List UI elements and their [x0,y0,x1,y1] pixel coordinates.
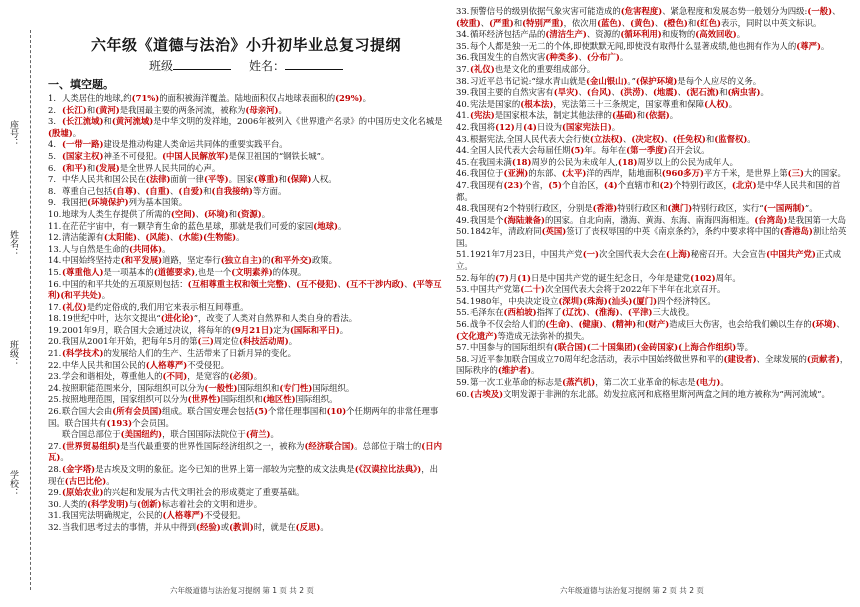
question-text: 1921年7月23日，中国共产党(一)次全国代表大会在(上海)秘密召开。大会宣告(中国共产党)正式成立。 [456,249,841,272]
question-item [456,354,852,377]
question-text: 毛泽东在(西柏坡)指挥了(辽沈)、(淮海)、(平津)三大战役。 [470,307,695,318]
question-item [48,394,444,406]
question-text: 战争不仅会给人们的(生命)、(健康)、(精神)和(财产)造成巨大伤害，也会给我们赖以生存的(环境)、(文化遗产)等造成无法弥补的损失。 [456,319,845,341]
question-text: 联合国总部位于(美国纽约)，联合国国际法院位于(荷兰)。 [62,429,279,440]
question-item [48,105,444,117]
question-item [48,383,444,395]
question-text: 人与自然是生命的(共同体)。 [62,243,171,254]
question-text: 我国位于(亚洲)的东部、(太平)洋的西岸，陆地面积(960多万)平方千米，是世界上第(三)大的国家。 [470,168,846,179]
question-text: 在茫茫宇宙中，有一颗孕育生命的蓝色星球，那就是我们可爱的家园(地球)。 [62,220,347,231]
question-text: 人类居住的地球,约(71%)的面积被海洋覆盖。陆地面积仅占地球表面积的(29%)。 [62,93,372,103]
question-number: 59. [456,377,470,387]
question-number: 29. [48,487,62,498]
question-number: 38. [456,75,470,86]
question-number: 51. [456,249,470,260]
question-text: (长江流域)和(黄河流域)是中华文明的发祥地，2006年被列入《世界遗产名录》的中国历史文化名城是(殷墟)。 [48,116,443,138]
class-label: 班级： [8,340,18,367]
question-text: 尊重自己包括(自尊)、(自重)、(自爱)和(自我接纳)等方面。 [62,185,287,196]
question-item [48,464,444,487]
question-number: 7. [48,174,56,185]
question-number: 47. [456,179,470,190]
question-text: 我国是个(海陆兼备)的国家。自北向南，渤海、黄海、东海、南海四海相连。(台湾岛)是我国第一大岛 [470,214,846,225]
question-text: (长江)和(黄河)是我国最主要的两条河流，被称为(母亲河)。 [62,104,287,115]
question-item [48,221,444,233]
question-text: 习近平参加联合国成立70周年纪念活动，表示中国始终做世界和平的(建设者)、全球发展的(贡献者)，国际秩序的(维护者)。 [456,353,849,376]
question-text: 中国共产党第(二十)次全国代表大会将于2022年下半年在北京召开。 [470,284,726,295]
question-item [456,134,852,146]
question-text: 中国始终坚持走(和平发展)道路，坚定奉行(独立自主)的(和平外交)政策。 [62,255,338,266]
question-item [456,296,852,308]
question-item [456,389,852,401]
question-item [48,186,444,198]
question-number: 21. [48,348,62,359]
class-blank[interactable] [173,59,231,70]
question-item [456,273,852,285]
question-text: 我国主要的自然灾害有(旱灾)、(台风)、(洪涝)、(地震)、(泥石流)和(病虫害)。 [470,87,769,98]
question-number: 9. [48,197,56,208]
question-item [456,249,852,272]
question-item [456,319,852,342]
question-item [48,232,444,244]
question-number: 27. [48,440,62,451]
question-item [456,168,852,180]
question-item [48,487,444,499]
question-number: 54. [456,295,470,306]
question-text: (礼仪)也是文化的重要组成部分。 [470,63,596,74]
right-column [456,6,852,400]
question-item [48,302,444,314]
class-field-label: 班级 [148,59,173,73]
question-number: 43. [456,133,470,144]
school-label: 学校： [8,470,18,497]
question-text: 我国把(环境保护)列为基本国策。 [62,197,188,208]
question-text: 我国现有(23)个省，(5)个自治区，(4)个直辖市和(2)个特别行政区，(北京)是中华人民共和国的首都。 [456,179,841,202]
question-number: 5. [48,150,56,161]
question-item [48,209,444,221]
question-number: 48. [456,203,470,214]
question-number: 10. [48,208,62,219]
question-item [48,267,444,279]
question-item [456,6,852,29]
question-text: 1980年，中央决定设立(深圳)(珠海)(汕头)(厦门)四个经济特区。 [470,295,716,306]
question-item [48,174,444,186]
question-number: 52. [456,272,470,283]
question-number: 45. [456,156,470,167]
question-item [456,29,852,41]
question-text: (和平)和(发展)是全世界人民共同的心声。 [62,162,221,173]
question-text: 根据宪法,全国人民代表大会行使(立法权)、(决定权)、(任免权)和(监督权)。 [470,133,756,144]
question-item [456,87,852,99]
question-item [48,406,444,429]
question-number: 60. [456,388,470,399]
question-text: 人类的(科学发明)与(创新)标志着社会的文明和进步。 [62,498,263,509]
question-number: 1. [48,93,56,103]
question-number: 17. [48,301,62,312]
question-item [48,360,444,372]
question-number: 44. [456,145,470,156]
question-item [456,307,852,319]
question-item [456,203,852,215]
question-number: 37. [456,63,470,74]
question-number: 16. [48,278,62,289]
question-text: 预警信号的级别依据气象灾害可能造成的(危害程度)、紧急程度和发展态势一般划分为四级:(一般)、(较重)、(严重)和(特别严重)，依次用(蓝色)、(黄色)、(橙色)和(红色)表示，同时以中英文标识。 [456,6,841,28]
question-item [456,180,852,203]
question-item [48,325,444,337]
page-footer-1: 六年级道德与法治复习提纲 第 1 页 共 2 页 [170,586,314,595]
question-text: 按照职能范围来分，国际组织可以分为(一般性)国际组织和(专门性)国际组织。 [62,382,355,393]
question-item [48,336,444,348]
question-number: 15. [48,266,62,277]
question-number: 22. [48,359,62,370]
question-number: 58. [456,353,470,364]
question-text: 按照地理范围，国家组织可以分为(世界性)国际组织和(地区性)国际组织。 [62,394,338,405]
question-number: 36. [456,52,470,63]
question-item [48,116,444,139]
question-item [48,93,444,105]
left-column [48,6,444,534]
question-item [48,499,444,511]
question-item [48,441,444,464]
question-item [456,226,852,249]
question-number: 41. [456,110,470,121]
question-text: 在我国未满(18)周岁的公民为未成年人,(18)周岁以上的公民为成年人。 [470,156,738,167]
question-item [456,52,852,64]
question-number: 42. [456,121,470,132]
question-number: 23. [48,371,62,382]
question-item [456,145,852,157]
question-item [456,99,852,111]
question-item [48,522,444,534]
question-number: 2. [48,104,56,115]
question-text: (古埃及)文明发源于非洲的东北部。幼发拉底河和底格里斯河两盒之间的地方被称为“两河流域”。 [470,388,830,399]
page-title: 六年级《道德与法治》小升初毕业总复习提纲 [90,36,401,54]
question-text: 地球为人类生存提供了所需的(空间)、(环境)和(资源)。 [62,208,271,219]
question-number: 14. [48,255,62,266]
question-text: 当我们思考过去的事情，并从中得到(经验)或(教训)时，就是在(反思)。 [62,521,329,532]
question-number: 39. [456,87,470,98]
question-number: 31. [48,510,62,521]
question-number: 26. [48,406,62,417]
question-item [456,76,852,88]
question-item [48,371,444,383]
question-text: 循环经济包括产品的(清洁生产)、资源的(循环利用)和废物的(高效回收)。 [470,29,746,40]
question-number: 57. [456,342,470,353]
question-number: 49. [456,214,470,225]
question-number: 4. [48,139,56,150]
question-number: 32. [48,521,62,532]
question-number: 11. [48,220,62,231]
name-blank[interactable] [285,59,343,70]
question-number: 6. [48,162,56,173]
question-text: 每个人都是独一无二的个体,即使默默无闻,即使没有取得什么显著成绩,他也拥有作为人的(尊严)。 [470,40,830,51]
question-list-right [456,6,852,400]
question-item [456,215,852,227]
question-text: 学会和谐相处，尊重他人的(不同)，是宽容的(必须)。 [62,371,263,382]
question-number: 56. [456,319,470,330]
question-item [48,197,444,209]
question-text: (尊重他人)是一项基本的(道德要求),也是一个(文明素养)的体现。 [62,266,307,277]
question-text: (原始农业)的兴起和发展为古代文明社会的形成奠定了重要基础。 [62,487,305,498]
section-title: 一、填空题。 [48,78,114,91]
question-item [48,139,444,151]
question-text: (一带一路)建设是推动构建人类命运共同体的重要实践平台。 [62,139,288,150]
question-item [456,377,852,389]
question-text: (科学技术)的发展给人们的生产、生活带来了日新月异的变化。 [62,348,297,359]
question-number: 46. [456,168,470,179]
question-text: 全国人民代表大会每届任期(5)年。每年在(第一季度)召开会议。 [470,145,710,156]
question-text: 我国将(12)月(4)日设为(国家宪法日)。 [470,121,621,132]
question-number: 19. [48,324,62,335]
question-text: (宪法)是国家根本法，制定其他法律的(基础)和(依据)。 [470,110,679,121]
question-text: 19世纪中叶，达尔文提出“(进化论)”，改变了人类对自然界和人类自身的看法。 [62,313,358,324]
question-text: 每年的(7)月(1)日是中国共产党的诞生纪念日，今年是建党(102)周年。 [470,272,741,283]
question-text: 习近平总书记说:“绿水青山就是(金山银山)。”(保护环境)是每个人应尽的义务。 [470,75,762,86]
question-text: 我国发生的自然灾害(种类多)、(分布广)。 [470,52,629,63]
question-text: 中华人民共和国公民的(人格尊严)不受侵犯。 [62,359,230,370]
question-number: 25. [48,394,62,405]
question-text: (金字塔)是古埃及文明的象征。迄今已知的世界上第一部较为完整的成文法典是(《汉谟拉比法典》)，出现在(古巴比伦)。 [48,464,438,486]
binding-rail [0,0,40,607]
question-number: 20. [48,336,62,347]
question-text: 2001年9月，联合国大会通过决议，将每年的(9月21日)定为(国际和平日)。 [62,324,349,335]
question-number: 24. [48,382,62,393]
question-item [48,255,444,267]
question-number: 40. [456,98,470,109]
seat-number-label: 座号： [8,120,18,147]
question-text: 我国现有2个特别行政区，分别是(香港)特别行政区和(澳门)特别行政区，实行“(一国两制)”。 [470,203,818,214]
question-item [48,279,444,302]
question-item [456,342,852,354]
question-item [456,157,852,169]
question-item [456,110,852,122]
question-text: 中国参与的国际组织有(联合国)(二十国集团)(金砖国家)(上海合作组织)等。 [470,342,753,353]
question-text: 宪法是国家的(根本法)，宪法第三十三条规定，国家尊重和保障(人权)。 [470,98,738,109]
question-text: 我国从2001年开始，把每年5月的第(三)周定位(科技活动周)。 [62,336,298,347]
binding-line [30,30,31,590]
question-item [48,348,444,360]
question-number: 13. [48,243,62,254]
question-text: (世界贸易组织)是当代最重要的世界性国际经济组织之一，被称为(经济联合国)。总部位于瑞士的(日内瓦)。 [48,440,442,463]
question-item [456,122,852,134]
question-number: 18. [48,313,62,324]
question-text: (礼仪)是约定俗成的,我们用它来表示相互间尊重。 [62,301,249,312]
student-info-fields [48,57,444,74]
question-text: 联合国大会由(所有会员国)组成。联合国安理会包括(5)个常任理事国和(10)个任期两年的非常任理事国。联合国共有(193)个会员国。 [48,406,439,428]
name-field-label: 姓名： [249,59,286,73]
question-item [48,429,444,441]
page-footer-2: 六年级道德与法治复习提纲 第 2 页 共 2 页 [560,586,704,595]
question-item [48,151,444,163]
question-number: 3. [48,116,56,127]
question-number: 55. [456,307,470,318]
question-text: 中国的和平共处的五项原则包括：(互相尊重主权和领土完整)、(互不侵犯)、(互不干涉内政)、(平等互利)(和平共处)。 [48,278,442,301]
question-number: 35. [456,40,470,51]
question-number: 30. [48,498,62,509]
question-number: 34. [456,29,470,40]
question-item [48,313,444,325]
question-item [48,244,444,256]
student-name-label: 姓名： [8,230,18,257]
question-item [48,510,444,522]
question-text: 第一次工业革命的标志是(蒸汽机)，第二次工业革命的标志是(电力)。 [470,377,729,387]
question-text: 1842年，清政府同(英国)签订了丧权辱国的中英《南京条约》，条约中要求将中国的(香港岛)割让给英国。 [456,226,847,248]
question-number: 50. [456,226,470,237]
question-list-left [48,93,444,534]
question-number: 53. [456,284,470,295]
question-item [456,64,852,76]
question-text: 清洁能源有(太阳能)、(风能)、(水能)(生物能)。 [62,232,245,243]
question-item [456,284,852,296]
question-text: 中华人民共和国公民在(法律)面前一律(平等)。国家(尊重)和(保障)人权。 [62,174,337,185]
question-number: 33. [456,6,470,16]
question-text: 我国宪法明确规定，公民的(人格尊严)不受侵犯。 [62,510,246,521]
question-item [456,41,852,53]
question-number: 12. [48,232,62,243]
question-text: (国家主权)神圣不可侵犯。(中国人民解放军)是保卫祖国的“钢铁长城”。 [62,150,330,161]
question-item [48,163,444,175]
question-number: 8. [48,185,56,196]
question-number: 28. [48,464,62,474]
